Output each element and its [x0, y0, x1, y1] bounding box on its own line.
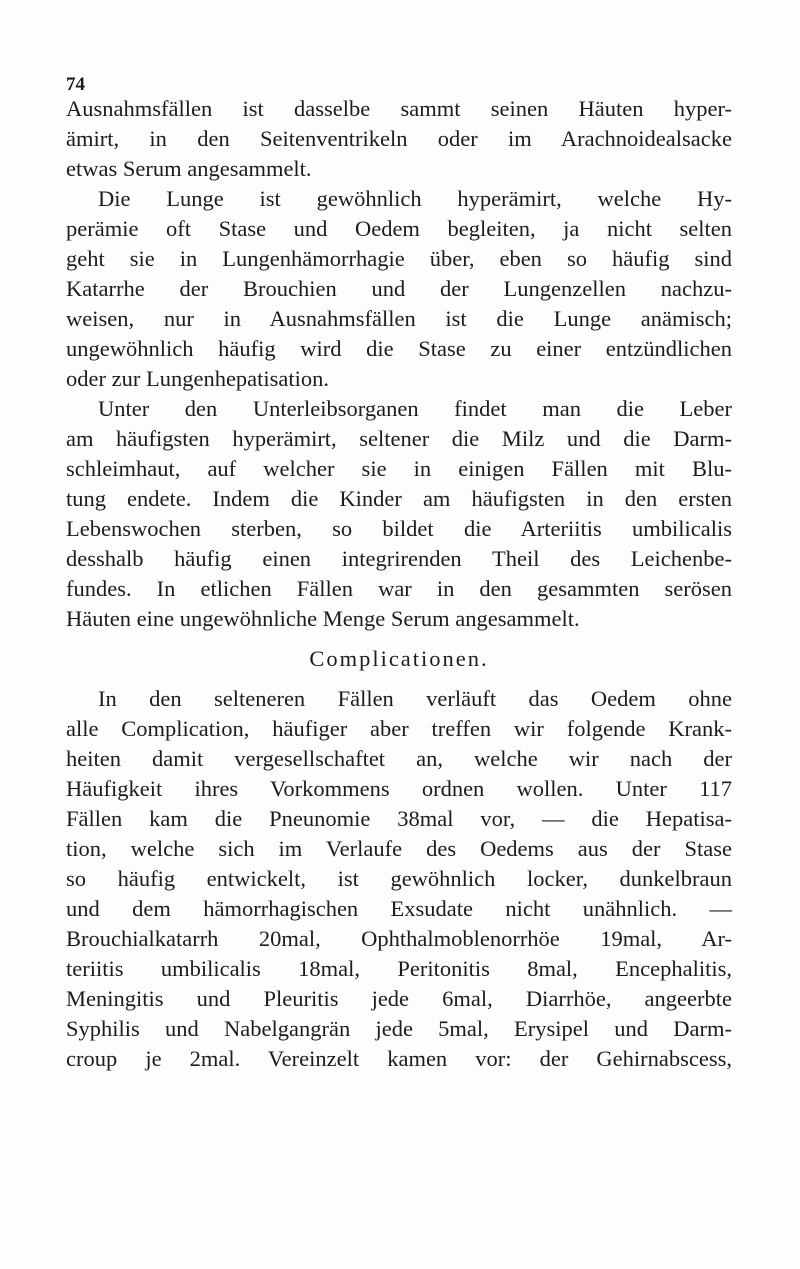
text-line: Lebenswochen sterben, so bildet die Arteriitis umbilicalis: [66, 516, 732, 541]
text-line: tion, welche sich im Verlaufe des Oedems aus der Stase: [66, 836, 732, 861]
text-line: ämirt, in den Seitenventrikeln oder im Arachnoidealsacke: [66, 126, 732, 151]
text-line: weisen, nur in Ausnahmsfällen ist die Lunge anämisch;: [66, 306, 732, 331]
text-line: Fällen kam die Pneunomie 38mal vor, — die Hepatisa-: [66, 806, 732, 831]
text-line: am häufigsten hyperämirt, seltener die Milz und die Darm-: [66, 426, 732, 451]
text-line: Syphilis und Nabelgangrän jede 5mal, Erysipel und Darm-: [66, 1016, 732, 1041]
text-line: ungewöhnlich häufig wird die Stase zu einer entzündlichen: [66, 336, 732, 361]
text-line: alle Complication, häufiger aber treffen wir folgende Krank-: [66, 716, 732, 741]
text-line: so häufig entwickelt, ist gewöhnlich locker, dunkelbraun: [66, 866, 732, 891]
text-line: Brouchialkatarrh 20mal, Ophthalmoblenorrhöe 19mal, Ar-: [66, 926, 732, 951]
text-line: Katarrhe der Brouchien und der Lungenzellen nachzu-: [66, 276, 732, 301]
section-heading: Complicationen.: [309, 646, 489, 671]
text-line: geht sie in Lungenhämorrhagie über, eben so häufig sind: [66, 246, 732, 271]
text-line: Unter den Unterleibsorganen findet man die Leber: [98, 396, 732, 421]
text-line: desshalb häufig einen integrirenden Theil des Leichenbe-: [66, 546, 732, 571]
text-line: heiten damit vergesellschaftet an, welche wir nach der: [66, 746, 732, 771]
page-number: 74: [66, 74, 85, 95]
text-line: Ausnahmsfällen ist dasselbe sammt seinen Häuten hyper-: [66, 96, 732, 121]
text-line: fundes. In etlichen Fällen war in den gesammten serösen: [66, 576, 732, 601]
text-line: Häufigkeit ihres Vorkommens ordnen wollen. Unter 117: [66, 776, 732, 801]
text-line: etwas Serum angesammelt.: [66, 156, 312, 181]
text-line: und dem hämorrhagischen Exsudate nicht unähnlich. —: [66, 896, 732, 921]
text-line: oder zur Lungenhepatisation.: [66, 366, 330, 391]
text-line: tung endete. Indem die Kinder am häufigsten in den ersten: [66, 486, 732, 511]
text-line: perämie oft Stase und Oedem begleiten, ja nicht selten: [66, 216, 732, 241]
text-line: Die Lunge ist gewöhnlich hyperämirt, welche Hy-: [98, 186, 732, 211]
text-line: In den selteneren Fällen verläuft das Oedem ohne: [98, 686, 732, 711]
text-line: croup je 2mal. Vereinzelt kamen vor: der Gehirnabscess,: [66, 1046, 732, 1071]
text-line: Häuten eine ungewöhnliche Menge Serum angesammelt.: [66, 606, 580, 631]
text-line: schleimhaut, auf welcher sie in einigen Fällen mit Blu-: [66, 456, 732, 481]
text-line: teriitis umbilicalis 18mal, Peritonitis 8mal, Encephalitis,: [66, 956, 732, 981]
text-line: Meningitis und Pleuritis jede 6mal, Diarrhöe, angeerbte: [66, 986, 732, 1011]
